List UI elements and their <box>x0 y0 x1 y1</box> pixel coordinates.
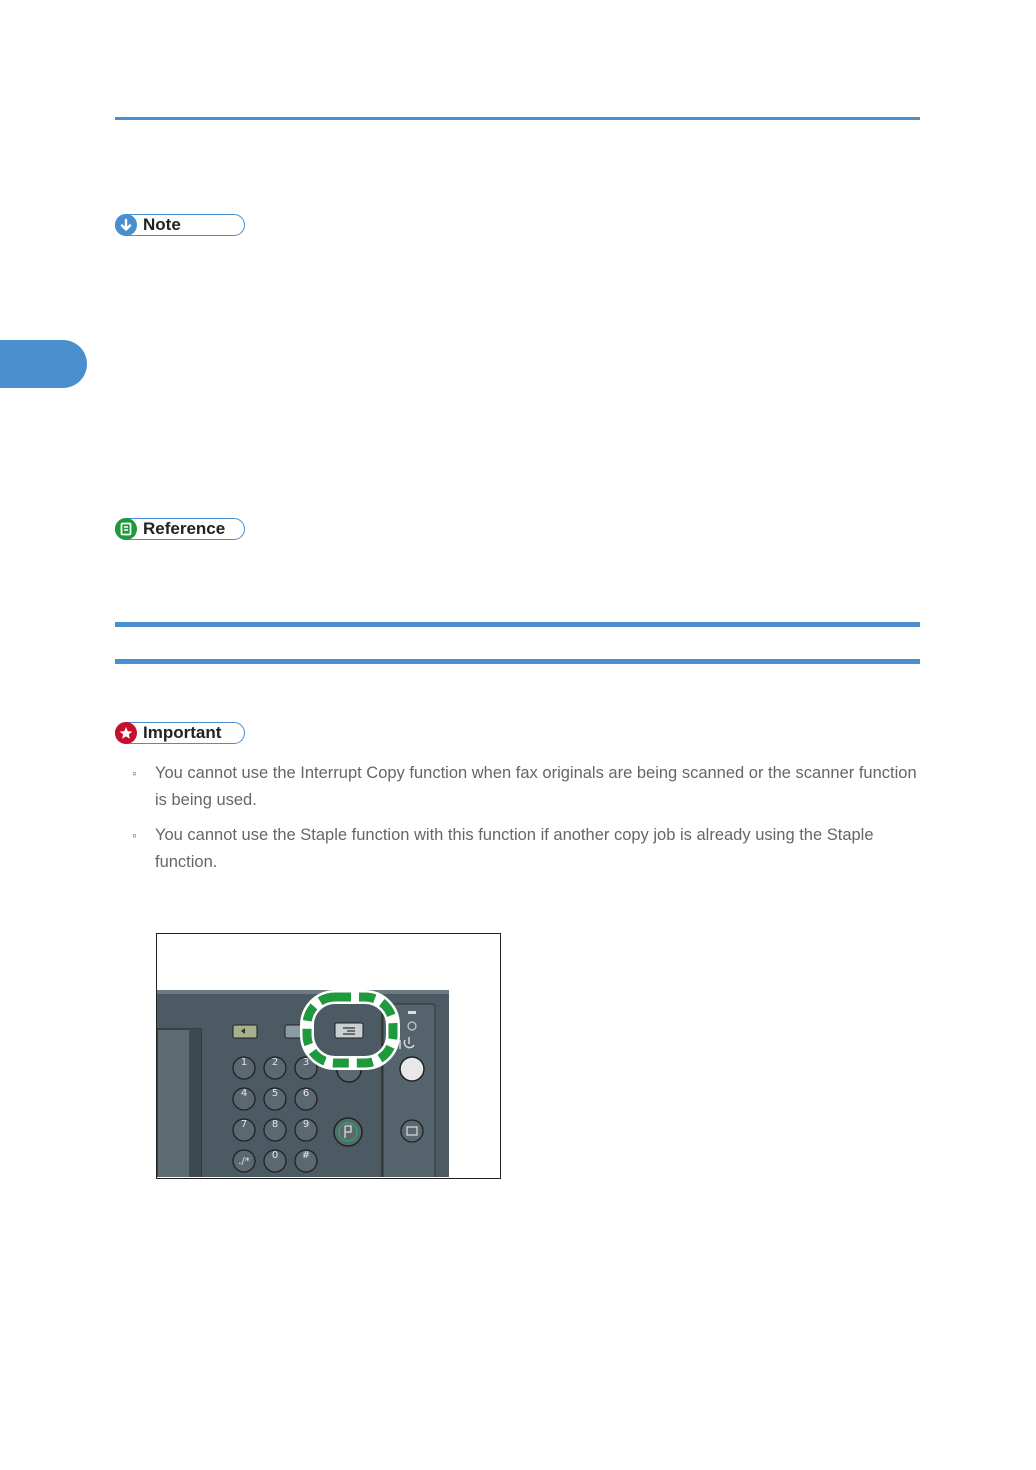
reference-badge <box>115 518 245 540</box>
note-label: Note <box>143 215 181 234</box>
bullet-icon: ◦ <box>132 827 137 843</box>
key-1: 1 <box>240 1057 248 1068</box>
key-5: 5 <box>271 1088 279 1099</box>
top-rule <box>115 117 920 120</box>
section-rule-top <box>115 622 920 627</box>
note-badge <box>115 214 245 236</box>
control-panel-illustration <box>156 933 501 1179</box>
reference-book-icon <box>115 518 137 540</box>
list-item-text: You cannot use the Interrupt Copy function when fax originals are being scanned or the scanner function is being used. <box>155 764 917 809</box>
key-hash: # <box>301 1150 311 1161</box>
key-4: 4 <box>240 1088 248 1099</box>
important-label: Important <box>143 723 222 742</box>
main-power-button <box>400 1057 424 1081</box>
key-3: 3 <box>302 1057 310 1068</box>
start-button <box>401 1120 423 1142</box>
list-item <box>132 760 922 814</box>
reference-label: Reference <box>143 519 226 538</box>
important-badge <box>115 722 245 744</box>
key-2: 2 <box>271 1057 279 1068</box>
chapter-tab <box>0 340 87 388</box>
star-icon <box>115 722 137 744</box>
key-6: 6 <box>302 1088 310 1099</box>
key-0: 0 <box>271 1150 279 1161</box>
list-item-text: You cannot use the Staple function with this function if another copy job is already using the Staple function. <box>155 826 874 871</box>
key-8: 8 <box>271 1119 279 1130</box>
list-item <box>132 822 922 876</box>
key-dot-star: ./* <box>238 1156 250 1167</box>
important-list <box>132 760 922 884</box>
note-arrow-icon <box>115 214 137 236</box>
key-9: 9 <box>302 1119 310 1130</box>
section-rule-bottom <box>115 659 920 664</box>
data-in-indicator <box>408 1011 416 1014</box>
key-7: 7 <box>240 1119 248 1130</box>
bullet-icon: ◦ <box>132 765 137 781</box>
